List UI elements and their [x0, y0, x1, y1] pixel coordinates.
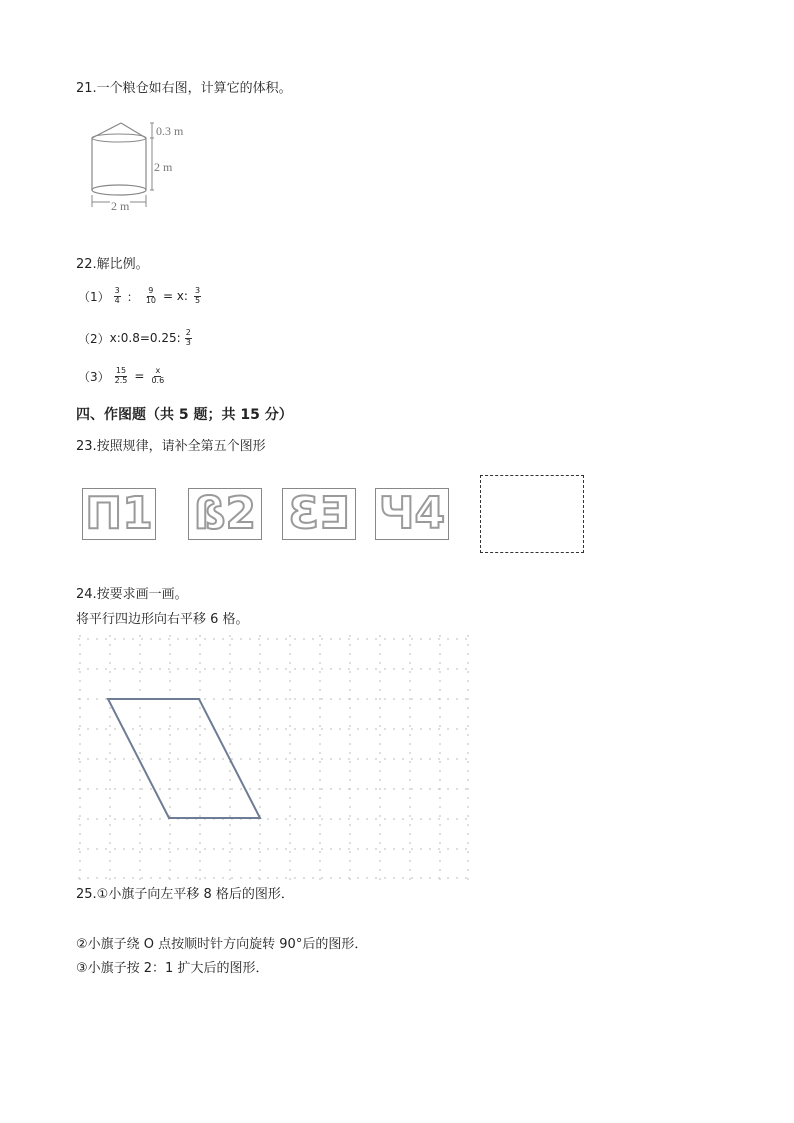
fraction: $\frac{x}{0.6}$ — [151, 366, 165, 385]
dotted-grid[interactable] — [78, 635, 473, 880]
q22-title: 22.解比例。 — [76, 257, 149, 272]
pattern-tile-1: Π1 — [82, 488, 156, 540]
fraction: $\frac{3}{4}$ — [114, 286, 120, 305]
q21-title: 21.一个粮仓如右图，计算它的体积。 — [76, 81, 292, 96]
q25-line-3: ③小旗子按 2：1 扩大后的图形． — [76, 961, 269, 976]
proportion-2: （2） x:0.8=0.25: $\frac{2}{3}$ — [78, 328, 191, 347]
answer-box[interactable] — [480, 475, 584, 553]
cylinder-height-label: 2 m — [154, 160, 173, 174]
q25-line-1: 25.①小旗子向左平移 8 格后的图形． — [76, 887, 294, 902]
fraction: $\frac{2}{3}$ — [185, 328, 191, 347]
fraction: $\frac{3}{5}$ — [194, 286, 201, 305]
fraction: $\frac{15}{2.5}$ — [114, 366, 128, 385]
pattern-tile-4: Ч4 — [375, 488, 449, 540]
parallelogram — [108, 699, 260, 818]
diameter-label: 2 m — [111, 199, 130, 213]
proportion-1: （1） $\frac{3}{4}$ ： $\frac{9}{10}$ = x: $\frac{3}{5}$ — [78, 286, 201, 305]
q25-line-2: ②小旗子绕 O 点按顺时针方向旋转 90°后的图形． — [76, 937, 368, 952]
cone-height-label: 0.3 m — [156, 124, 184, 138]
q24-title: 24.按要求画一画。 — [76, 587, 188, 602]
proportion-3: （3） $\frac{15}{2.5}$ = $\frac{x}{0.6}$ — [78, 366, 165, 385]
q24-instruction: 将平行四边形向右平移 6 格。 — [76, 612, 249, 627]
proportion-1-index: （1） — [78, 289, 110, 304]
fraction: $\frac{9}{10}$ — [145, 286, 156, 305]
pattern-tile-3: ƐƎ — [282, 488, 356, 540]
section-heading: 四、作图题（共 5 题；共 15 分） — [76, 407, 293, 423]
q23-title: 23.按照规律，请补全第五个图形 — [76, 439, 266, 454]
pattern-tile-2: ß2 — [188, 488, 262, 540]
